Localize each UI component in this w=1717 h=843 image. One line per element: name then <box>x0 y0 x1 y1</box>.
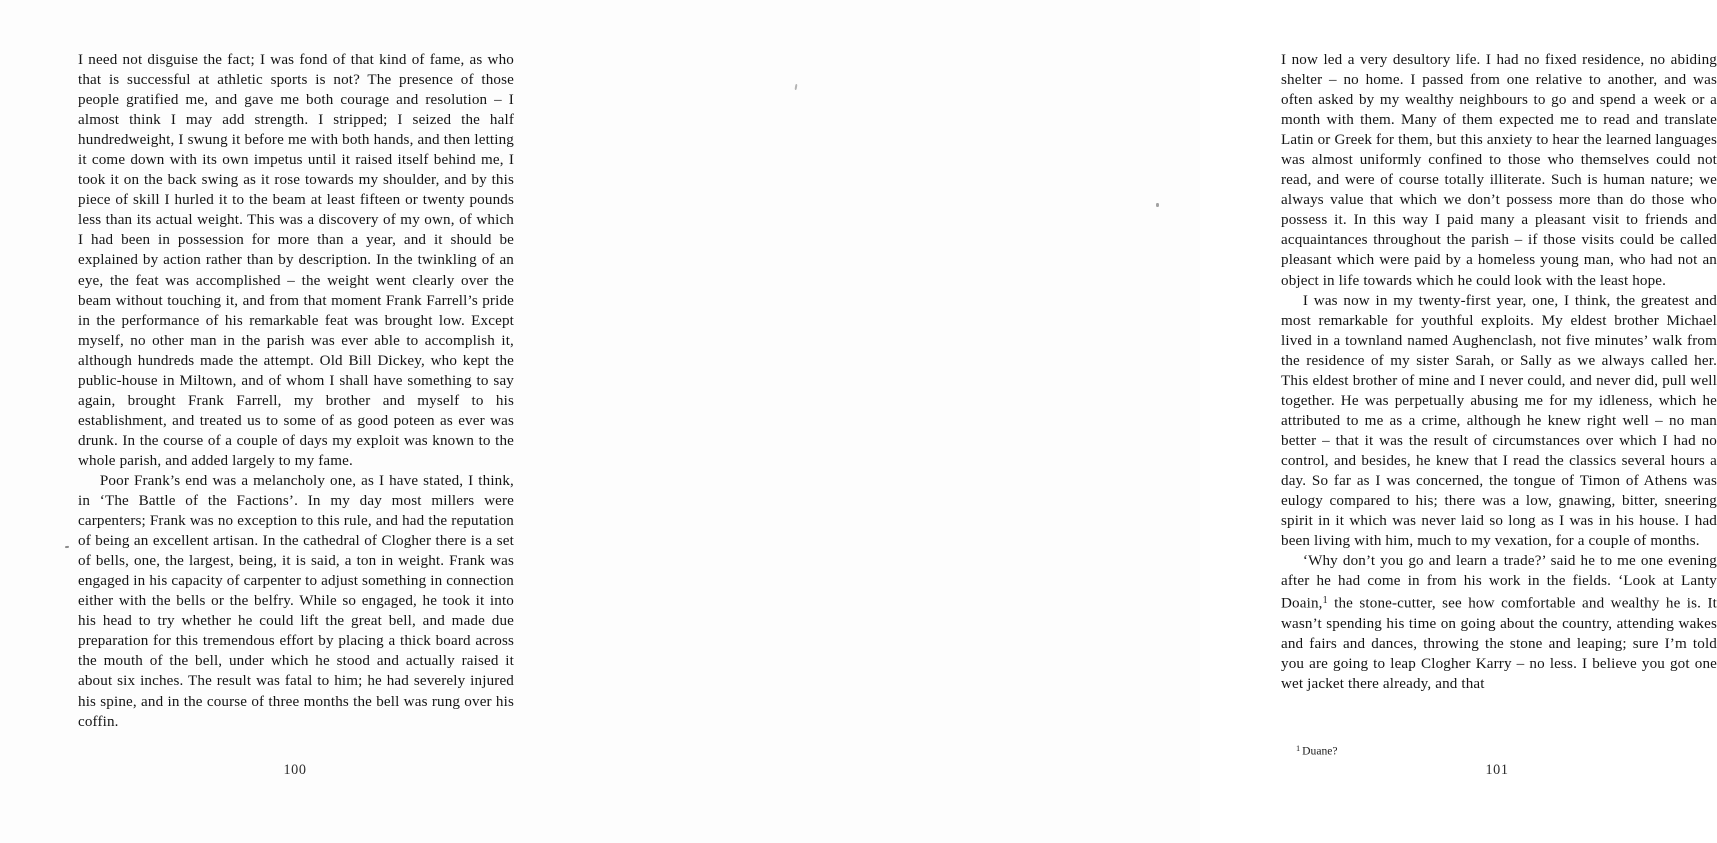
footnote <box>1296 742 1338 759</box>
footnote-marker: 1 <box>1296 744 1301 753</box>
footnote-reference-marker[interactable]: 1 <box>1322 595 1328 607</box>
paragraph: Poor Frank’s end was a melancholy one, as I have stated, I think, in ‘The Battle of the Factions’. In my day most millers were carpenters; Frank was no exception to this rule, and had the reputation of being an excellent artisan. In the cathedral of Clogher there is a set of bells, one, the largest, being, it is said, a ton in weight. Frank was engaged in his capacity of carpenter to adjust something in connection either with the bells or the belfry. While so engaged, he took it into his head to try whether he could lift the great bell, and made due preparation for this tremendous effort by placing a thick board across the mouth of the bell, under which he stood and actually raised it about six inches. The result was fatal to him; he had severely injured his spine, and in the course of three months the bell was rung over his coffin. <box>78 472 514 730</box>
page-number-left: 100 <box>283 762 307 778</box>
paragraph: I need not disguise the fact; I was fond of that kind of fame, as who that is successful at athletic sports is not? The presence of those people gratified me, and gave me both courage and resolution – I almost think I may add strength. I stripped; I seized the half hundredweight, I swung it before me with both hands, and then letting it come down with its own impetus until it raised itself behind me, I took it on the back swing as it rose towards my shoulder, and by this piece of skill I hurled it to the beam at least fifteen or twenty pounds less than its actual weight. This was a discovery of my own, of which I had been in possession for more than a year, and it should be explained by action rather than by description. In the twinkling of an eye, the feat was accomplished – the weight went clearly over the beam without touching it, and from that moment Frank Farrell’s pride in the performance of his remarkable feat was brought low. Except myself, no other man in the parish was ever able to accomplish it, although hundreds made the attempt. Old Bill Dickey, who kept the public-house in Miltown, and of whom I shall have something to say again, brought Frank Farrell, my brother and myself to his establishment, and treated us to some of as good poteen as ever was drunk. In the course of a couple of days my exploit was known to the whole parish, and added largely to my fame. <box>78 52 514 469</box>
paragraph-with-footnote-reference <box>1281 551 1717 694</box>
dialogue-text-before-marker: ‘Why don’t you go and learn a trade?’ said he to me one evening after he had come in from his work in the fields. ‘Look at Lanty Doain, <box>1281 553 1717 612</box>
dialogue-text-after-marker: the stone-cutter, see how comfortable and wealthy he is. It wasn’t spending his time on going about the country, attending wakes and fairs and dances, throwing the stone and leaping; sure I’m told you are going to leap Clogher Karry – no less. I believe you got one wet jacket there already, and that <box>1281 595 1717 692</box>
right-page <box>600 0 1717 843</box>
page-number-right: 101 <box>1485 762 1509 778</box>
left-page-textblock <box>78 50 514 732</box>
left-page <box>0 0 600 843</box>
footnote-text: Duane? <box>1302 744 1338 758</box>
right-page-textblock <box>1281 50 1717 694</box>
paragraph: I now led a very desultory life. I had no fixed residence, no abiding shelter – no home. I passed from one relative to another, and was often asked by my wealthy neighbours to go and spend a week or a month with them. Many of them expected me to read and translate Latin or Greek for them, but this anxiety to hear the learned languages was almost uniformly confined to those who themselves could not read, and were of course totally illiterate. Such is human nature; we always value that which we don’t possess more than do those who possess it. In this way I paid many a pleasant visit to friends and acquaintances throughout the parish – if those visits could be called pleasant which were paid by a homeless young man, who had not an object in life towards which he could look with the least hope. <box>1281 52 1717 289</box>
paragraph: I was now in my twenty-first year, one, I think, the greatest and most remarkable for youthful exploits. My eldest brother Michael lived in a townland named Aughenclash, not five minutes’ walk from the residence of my sister Sarah, or Sally as we always called her. This eldest brother of mine and I never could, and never did, pull well together. He was perpetually abusing me for my idleness, which he attributed to me as a crime, although he knew right well – no man better – that it was the result of circumstances over which I had no control, and besides, he knew that I read the classics several hours a day. So far as I was concerned, the tongue of Timon of Athens was eulogy compared to his; there was a low, gnawing, bitter, sneering spirit in it which was never laid so long as I was in his house. I had been living with him, much to my vexation, for a couple of months. <box>1281 292 1717 550</box>
